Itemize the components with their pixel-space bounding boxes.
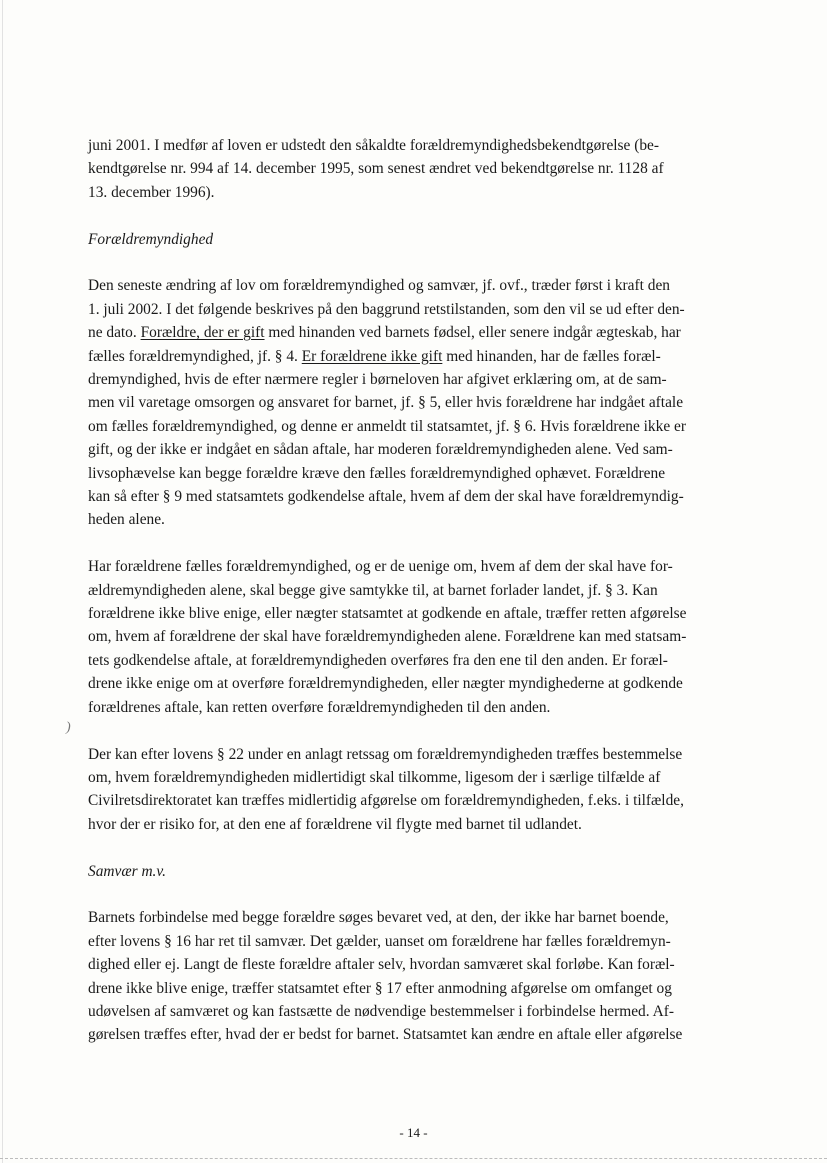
text-line: forældrene ikke blive enige, eller nægter statsamtet at godkende en aftale, træffer retten afgørelse: [88, 605, 687, 623]
text-line: tets godkendelse aftale, at forældremyndigheden overføres fra den ene til den anden. Er foræl-: [88, 651, 668, 669]
text-line: Den seneste ændring af lov om forældremyndighed og samvær, jf. ovf., træder først i kraft den: [88, 277, 670, 295]
text-line: dighed eller ej. Langt de fleste forældre aftaler selv, hvordan samværet skal forløbe. Kan foræl-: [88, 956, 675, 974]
scan-mark: ): [66, 720, 71, 735]
paragraph-2: [88, 274, 740, 531]
text-line: men vil varetage omsorgen og ansvaret for barnet, jf. § 5, eller hvis forældrene har indgået aftale: [88, 394, 684, 412]
text-line: om, hvem af forældrene der skal have forældremyndigheden alene. Forældrene kan med statsam-: [88, 628, 687, 646]
text-line: Civilretsdirektoratet kan træffes midlertidig afgørelse om forældremyndigheden, f.eks. i tilfælde,: [88, 792, 684, 810]
text-line: fælles forældremyndighed, jf. § 4. Er forældrene ikke gift med hinanden, har de fælles foræl-: [88, 347, 661, 365]
text-line: ældremyndigheden alene, skal begge give samtykke til, at barnet forlader landet, jf. § 3. Kan: [88, 581, 658, 599]
text-line: drene ikke enige om at overføre forældremyndigheden, eller nægter myndighederne at godkende: [88, 675, 683, 693]
paragraph-3: [88, 555, 740, 719]
page-number: - 14 -: [399, 1125, 428, 1140]
document-body: [88, 134, 740, 1047]
underlined-phrase: Forældre, der er gift: [140, 324, 265, 342]
paragraph-5: [88, 906, 740, 1046]
section-heading-samvaer: Samvær m.v.: [88, 862, 166, 880]
text-line: 1. juli 2002. I det følgende beskrives på den baggrund retstilstanden, som den vil se ud efter den-: [88, 300, 685, 318]
text-line: Der kan efter lovens § 22 under en anlagt retssag om forældremyndigheden træffes bestemmelse: [88, 745, 683, 763]
paragraph-1: [88, 134, 740, 204]
text-line: juni 2001. I medfør af loven er udstedt den såkaldte forældremyndighedsbekendtgørelse (be-: [88, 137, 659, 154]
text-line: kendtgørelse nr. 994 af 14. december 1995, som senest ændret ved bekendtgørelse nr. 1128 af: [88, 160, 664, 178]
text-line: kan så efter § 9 med statsamtets godkendelse aftale, hvem af dem der skal have forældremyndig-: [88, 488, 684, 506]
text-line: drene ikke blive enige, træffer statsamtet efter § 17 efter anmodning afgørelse om omfanget og: [88, 979, 672, 997]
paragraph-4: [88, 743, 740, 837]
text-line: forældrenes aftale, kan retten overføre forældremyndigheden til den anden.: [88, 698, 551, 716]
text-line: Barnets forbindelse med begge forældre søges bevaret ved, at den, der ikke har barnet boende,: [88, 909, 669, 927]
text-line: efter lovens § 16 har ret til samvær. Det gælder, uanset om forældrene har fælles forældremyn-: [88, 932, 671, 950]
text-line: om fælles forældremyndighed, og denne er anmeldt til statsamtet, jf. § 6. Hvis forældrene ikke er: [88, 417, 686, 435]
text-line: Har forældrene fælles forældremyndighed, og er de uenige om, hvem af dem der skal have for-: [88, 558, 673, 576]
text-line: heden alene.: [88, 511, 165, 529]
underlined-phrase: Er forældrene ikke gift: [301, 347, 443, 365]
scan-edge-left: [2, 0, 3, 1163]
text-line: ne dato. Forældre, der er gift med hinanden ved barnets fødsel, eller senere indgår ægteskab, har: [88, 324, 681, 342]
text-line: livsophævelse kan begge forældre kræve den fælles forældremyndighed ophævet. Forældrene: [88, 464, 666, 482]
text-line: udøvelsen af samværet og kan fastsætte de nødvendige bestemmelser i forbindelse hermed. Af-: [88, 1002, 674, 1020]
text-line: hvor der er risiko for, at den ene af forældrene vil flygte med barnet til udlandet.: [88, 815, 582, 833]
text-line: 13. december 1996).: [88, 183, 215, 201]
text-line: gift, og der ikke er indgået en sådan aftale, har moderen forældremyndigheden alene. Ved sam-: [88, 441, 673, 459]
section-heading-foraeldremyndighed: Forældremyndighed: [88, 230, 214, 248]
scan-edge-bottom: [0, 1158, 827, 1159]
text-line: gørelsen træffes efter, hvad der er bedst for barnet. Statsamtet kan ændre en aftale eller afgørelse: [88, 1026, 683, 1044]
text-line: om, hvem forældremyndigheden midlertidigt skal tilkomme, ligesom der i særlige tilfælde af: [88, 768, 661, 786]
text-line: dremyndighed, hvis de efter nærmere regler i børneloven har afgivet erklæring om, at de sam-: [88, 371, 667, 389]
